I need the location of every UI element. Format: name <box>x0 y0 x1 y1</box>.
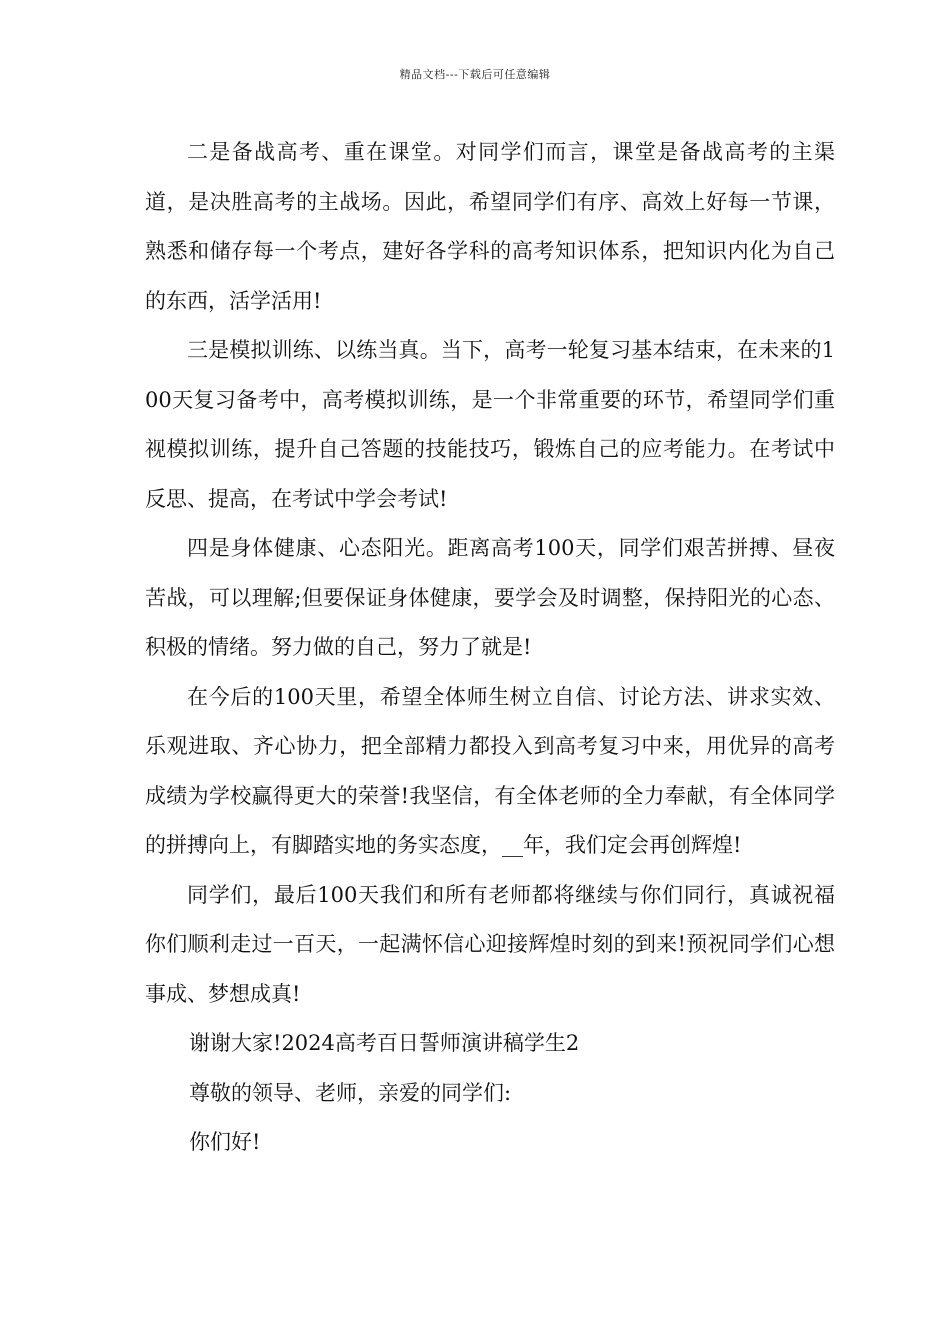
greeting-line: 你们好! <box>189 1130 261 1154</box>
thanks-and-title-line: 谢谢大家!2024高考百日誓师演讲稿学生2 <box>189 1031 580 1055</box>
page-header: 精品文档---下载后可任意编辑 <box>399 68 551 81</box>
paragraph-classroom: 二是备战高考、重在课堂。对同学们而言，课堂是备战高考的主渠道，是决胜高考的主战场。因此，希望同学们有序、高效上好每一节课，熟悉和储存每一个考点，建好各学科的高考知识体系，把知识内化为自己的东西，活学活用! <box>145 140 835 313</box>
paragraph-health: 四是身体健康、心态阳光。距离高考100天，同学们艰苦拼搏、昼夜苦战，可以理解;但要保证身体健康，要学会及时调整，保持阳光的心态、积极的情绪。努力做的自己，努力了就是! <box>145 536 835 659</box>
paragraph-simulation: 三是模拟训练、以练当真。当下，高考一轮复习基本结束，在未来的100天复习备考中，高考模拟训练，是一个非常重要的环节，希望同学们重视模拟训练，提升自己答题的技能技巧，锻炼自己的应考能力。在考试中反思、提高，在考试中学会考试! <box>145 338 835 511</box>
salutation-line: 尊敬的领导、老师，亲爱的同学们: <box>189 1080 512 1105</box>
paragraph-next-100-days: 在今后的100天里，希望全体师生树立自信、讨论方法、讲求实效、乐观进取、齐心协力，把全部精力都投入到高考复习中来，用优异的高考成绩为学校赢得更大的荣誉!我坚信，有全体老师的全力奉献，有全体同学的拼搏向上，有脚踏实地的务实态度，__年，我们定会再创辉煌! <box>145 684 835 857</box>
paragraph-blessing: 同学们，最后100天我们和所有老师都将继续与你们同行，真诚祝福你们顺利走过一百天，一起满怀信心迎接辉煌时刻的到来!预祝同学们心想事成、梦想成真! <box>145 882 835 1006</box>
document-body <box>145 128 835 1168</box>
